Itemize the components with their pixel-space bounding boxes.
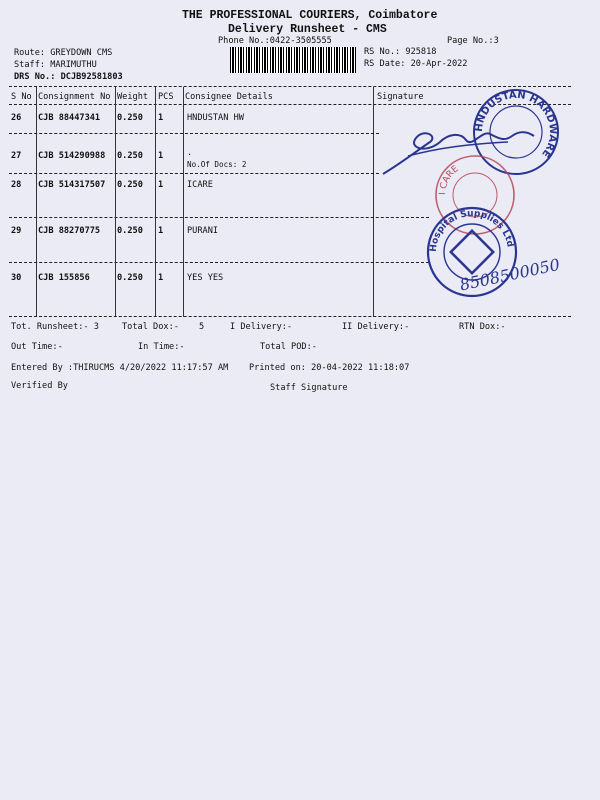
- row-consignment: CJB 88447341: [38, 113, 101, 123]
- total-pod: Total POD:-: [260, 342, 317, 352]
- row-consignment: CJB 88270775: [38, 226, 101, 236]
- row-pcs: 1: [158, 226, 164, 236]
- row-consignee: .: [187, 148, 193, 158]
- page-number: Page No.:3: [447, 36, 499, 46]
- row-consignee: ICARE: [187, 180, 213, 190]
- row-consignment: CJB 514317507: [38, 180, 106, 190]
- col-header-signature: Signature: [377, 92, 424, 102]
- stamp3-text: Hospital Supplies Ltd: [428, 208, 515, 253]
- row-weight: 0.250: [117, 113, 143, 123]
- col-header-pcs: PCS: [158, 92, 174, 102]
- row-pcs: 1: [158, 151, 164, 161]
- row-divider: [9, 133, 379, 134]
- staff-signature: Staff Signature: [270, 383, 348, 393]
- row-weight: 0.250: [117, 273, 143, 283]
- rs-number: RS No.: 925818: [364, 47, 437, 57]
- verified-by: Verified By: [11, 381, 68, 391]
- row-consignee: HNDUSTAN HW: [187, 113, 244, 123]
- printed-on: Printed on: 20-04-2022 11:18:07: [249, 363, 410, 373]
- drs-value: DCJB92581803: [60, 72, 123, 82]
- out-time: Out Time:-: [11, 342, 63, 352]
- row-consignment: CJB 514290988: [38, 151, 106, 161]
- row-sno: 30: [11, 273, 22, 283]
- col-header-weight: Weight: [117, 92, 149, 102]
- row-consignee: YES YES: [187, 273, 224, 283]
- row-pcs: 1: [158, 113, 164, 123]
- entered-by: Entered By :THIRUCMS 4/20/2022 11:17:57 AM: [11, 363, 229, 373]
- sheet-title: Delivery Runsheet - CMS: [228, 23, 387, 36]
- table-bottom-rule: [9, 316, 571, 317]
- drs-number: [14, 72, 123, 82]
- route: Route: GREYDOWN CMS: [14, 48, 113, 58]
- row-sno: 28: [11, 180, 22, 190]
- phone-number: Phone No.:0422-3505555: [218, 36, 332, 46]
- row-sno: 26: [11, 113, 22, 123]
- col-divider: [36, 87, 37, 317]
- col-divider: [115, 87, 116, 317]
- row-consignee: PURANI: [187, 226, 219, 236]
- drs-label: DRS No.:: [14, 72, 56, 82]
- col-header-consignee: Consignee Details: [185, 92, 273, 102]
- stamp2-text: I CARE: [437, 164, 461, 196]
- barcode: [230, 47, 356, 73]
- tot-runsheet: Tot. Runsheet:- 3: [11, 322, 99, 332]
- handwritten-phone-number: 8508500050: [458, 254, 562, 295]
- row-weight: 0.250: [117, 180, 143, 190]
- row-weight: 0.250: [117, 226, 143, 236]
- row-sno: 27: [11, 151, 22, 161]
- ii-delivery: II Delivery:-: [342, 322, 410, 332]
- row-pcs: 1: [158, 273, 164, 283]
- row-divider: [9, 262, 429, 263]
- row-divider: [9, 173, 379, 174]
- i-delivery: I Delivery:-: [230, 322, 293, 332]
- row-consignment: CJB 155856: [38, 273, 90, 283]
- row-sno: 29: [11, 226, 22, 236]
- col-divider: [373, 87, 374, 317]
- in-time: In Time:-: [138, 342, 185, 352]
- svg-text:I CARE: [438, 164, 461, 195]
- col-header-sno: S No: [11, 92, 32, 102]
- rtn-dox: RTN Dox:-: [459, 322, 506, 332]
- staff: Staff: MARIMUTHU: [14, 60, 97, 70]
- row-pcs: 1: [158, 180, 164, 190]
- total-dox-value: 5: [199, 322, 205, 332]
- stamp1-text: HNDUSTAN HARDWARE: [473, 89, 559, 160]
- col-header-consignment: Consignment No: [38, 92, 111, 102]
- total-dox-label: Total Dox:-: [122, 322, 179, 332]
- row-divider: [9, 217, 429, 218]
- row-weight: 0.250: [117, 151, 143, 161]
- company-title: THE PROFESSIONAL COURIERS, Coimbatore: [182, 9, 438, 22]
- col-divider: [183, 87, 184, 317]
- row-note: No.Of Docs: 2: [187, 160, 247, 169]
- rs-date: RS Date: 20-Apr-2022: [364, 59, 468, 69]
- col-divider: [155, 87, 156, 317]
